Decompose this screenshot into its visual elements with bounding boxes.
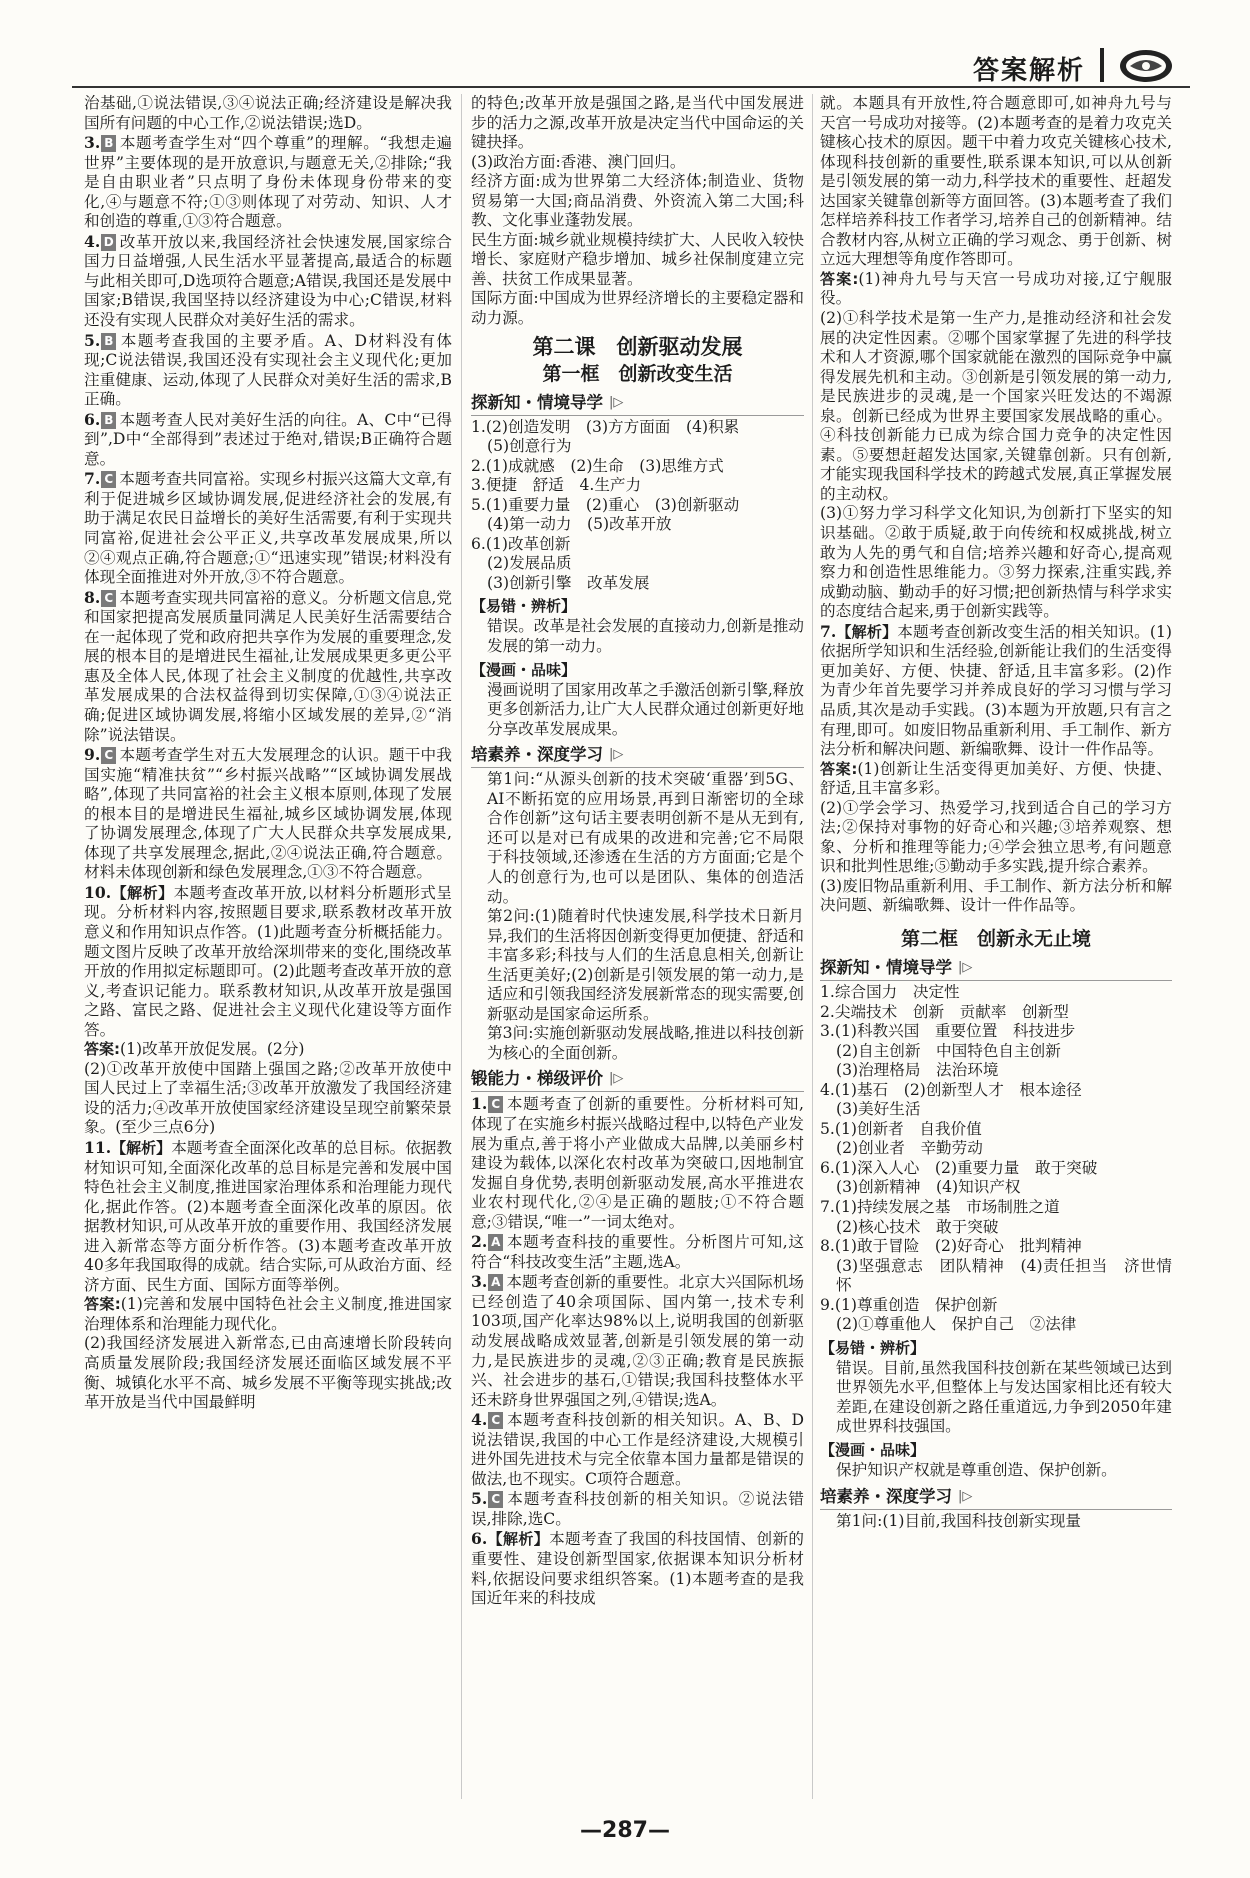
subheading: 【漫画・品味】	[471, 660, 577, 679]
answer-choice-badge: C	[488, 1096, 503, 1113]
column-left	[84, 94, 452, 1413]
answer-choice-badge: B	[101, 135, 116, 152]
list-item: 2.尖端技术 创新 贡献率 创新型	[820, 1002, 1069, 1021]
answer-item-11: 11.【解析】本题考查全面深化改革的总目标。依据教材知识可知,全面深化改革的总目标是完善和发展中国特色社会主义制度,推进国家治理体系和治理能力现代化,据此作答。(2)本题考查全面深化改革的原因。依据教材知识,可从改革开放的重要作用、我国经济发展进入新常态等方面分析作答。(3)本题考查改革开放40多年我国取得的成就。结合实际,可从政治方面、经济方面、民生方面、国际方面等举例。	[84, 1137, 452, 1294]
answer-choice-badge: B	[101, 412, 116, 429]
answer-choice-badge: D	[101, 234, 116, 251]
answer-key: 答案:(1)神舟九号与天宫一号成功对接,辽宁舰服役。	[820, 269, 1173, 308]
list-item: (2)①尊重他人 保护自己 ②法律	[836, 1315, 1077, 1334]
answer-item: 3. B 本题考查学生对“四个尊重”的理解。“我想走遍世界”主要体现的是开放意识,与题意无关,②排除;“我是自由职业者”只点明了身份未体现身份带来的变化,④与题意不符;①③则体现了对劳动、知识、人才和创造的尊重,①③符合题意。	[84, 133, 452, 231]
answer-item: 1. C 本题考查了创新的重要性。分析材料可知,体现了在实施乡村振兴战略过程中,以特色产业发展为重点,善于将小产业做成大品牌,以美丽乡村建设为载体,以深化农村改革为突破口,因地制宜发掘自身优势,表明创新驱动发展,高水平推进农业农村现代化,②④是正确的题肢;①不符合题意;③错误,“唯一”一词太绝对。	[471, 1094, 804, 1231]
paragraph: 第3问:实施创新驱动发展战略,推进以科技创新为核心的全面创新。	[487, 1024, 804, 1062]
paragraph: 就。本题具有开放性,符合题意即可,如神舟九号与天宫一号成功对接等。(2)本题考查的是着力攻克关键核心技术的原因。题干中着力攻克关键核心技术,体现科技创新的重要性,联系课本知识,可以从创新是引领发展的第一动力,科学技术的重要性、赶超发达国家关键靠创新等方面回答。(3)本题考查了我们怎样培养科技工作者学习,培养自己的创新精神。结合教材内容,从树立正确的学习观念、勇于创新、树立远大理想等角度作答即可。	[820, 94, 1172, 269]
subheading: 【易错・辨析】	[820, 1338, 926, 1357]
subheading: 【易错・辨析】	[471, 597, 577, 616]
frame-title: 第二框 创新永无止境	[900, 927, 1091, 950]
list-item: (3)创新引擎 改革发展	[487, 573, 650, 592]
list-item: 5.(1)重要力量 (2)重心 (3)创新驱动	[471, 495, 740, 514]
list-item: (3)美好生活	[836, 1100, 921, 1119]
list-item: 1.(2)创造发明 (3)方方面面 (4)积累	[471, 417, 740, 436]
answer-item: 8. C 本题考查实现共同富裕的意义。分析题文信息,党和国家把提高发展质量同满足人民美好生活需要结合在一起体现了党和政府把共享作为发展的重要理念,发展的根本目的是增进民生福祉,让发展成果更多更公平惠及全体人民,体现了社会主义制度的优越性,共享改革发展成果的合法权益得到切实保障,①③④说法正确;促进区域协调发展,将缩小区域发展的差异,②“消除”说法错误。	[84, 587, 452, 744]
arrow-icon: |▷	[609, 747, 624, 763]
section-heading: 锻能力・梯级评价 |▷	[471, 1067, 804, 1092]
arrow-icon: |▷	[609, 394, 624, 410]
answer-item: 5. B 本题考查我国的主要矛盾。A、D材料没有体现;C说法错误,我国还没有实现社会主义现代化;更加注重健康、运动,体现了人民群众对美好生活的需求,B正确。	[84, 330, 452, 409]
list-item: 5.(1)创新者 自我价值	[820, 1119, 982, 1138]
page-header	[0, 0, 1250, 90]
arrow-icon: |▷	[958, 959, 973, 975]
answer-choice-badge: B	[101, 333, 116, 350]
paragraph: 错误。改革是社会发展的直接动力,创新是推动发展的第一动力。	[487, 617, 804, 656]
answer-key: 答案:(1)完善和发展中国特色社会主义制度,推进国家治理体系和治理能力现代化。	[84, 1295, 453, 1333]
list-item: (4)第一动力 (5)改革开放	[487, 515, 672, 534]
answer-choice-badge: A	[488, 1234, 503, 1251]
section-heading: 培素养・深度学习 |▷	[820, 1485, 1172, 1510]
list-item: 6.(1)改革创新	[471, 534, 571, 553]
section-heading: 探新知・情境导学 |▷	[820, 956, 1172, 981]
answer-item: 9. C 本题考查学生对五大发展理念的认识。题干中我国实施“精准扶贫”“乡村振兴战略”“区域协调发展战略”,体现了共同富裕的社会主义根本原则,体现了发展的根本目的是增进民生福祉,城乡区域协调发展,体现了协调发展理念,体现了广大人民群众共享发展成果,体现了共享发展理念,据此,②④说法正确,符合题意。材料未体现创新和绿色发展理念,①③不符合题意。	[84, 745, 452, 882]
frame-title: 第一框 创新改变生活	[542, 362, 733, 385]
section-heading: 探新知・情境导学 |▷	[471, 391, 804, 416]
answer-item-6: 6.【解析】本题考查了我国的科技国情、创新的重要性、建设创新型国家,依据课本知识分析材料,依据设问要求组织答案。(1)本题考查的是我国近年来的科技成	[471, 1529, 804, 1608]
answer-item: 3. A 本题考查创新的重要性。北京大兴国际机场已经创造了40余项国际、国内第一,技术专利103项,国产化率达98%以上,说明我国的创新驱动发展战略成效显著,创新是引领发展的第一动力,是民族进步的灵魂,②③正确;教育是民族振兴、社会进步的基石,①错误;我国科技整体水平还未跻身世界强国之列,④错误;选A。	[471, 1272, 804, 1409]
list-item: 2.(1)成就感 (2)生命 (3)思维方式	[471, 456, 724, 475]
column-middle	[471, 94, 804, 1609]
list-item: (2)创业者 辛勤劳动	[836, 1139, 983, 1158]
answer-key-line: (2)我国经济发展进入新常态,已由高速增长阶段转向高质量发展阶段;我国经济发展还面临区域发展不平衡、城镇化水平不高、城乡发展不平衡等现实挑战;改革开放是当代中国最鲜明	[84, 1334, 452, 1412]
header-rule	[72, 86, 1190, 88]
arrow-icon: |▷	[958, 1488, 973, 1504]
answer-key-line: (3)废旧物品重新利用、手工制作、新方法分析和解决问题、新编歌舞、设计一件作品等。	[820, 876, 1172, 915]
paragraph: (3)政治方面:香港、澳门回归。	[471, 152, 686, 171]
paragraph: 第1问:“从源头创新的技术突破‘重器’到5G、AI不断拓宽的应用场景,再到日渐密切的全球合作创新”这句话主要表明创新不是从无到有,还可以是对已有成果的改进和完善;它不局限于科技领域,还渗透在生活的方方面面;它是个人的创意行为,也可以是团队、集体的创造活动。	[487, 770, 804, 906]
list-item: 6.(1)深入人心 (2)重要力量 敢于突破	[820, 1158, 1098, 1177]
list-item: 7.(1)持续发展之基 市场制胜之道	[820, 1197, 1060, 1216]
paragraph: 民生方面:城乡就业规模持续扩大、人民收入较快增长、家庭财产稳步增加、城乡社保制度建立完善、扶贫工作成果显著。	[471, 230, 804, 288]
list-item: (2)发展品质	[487, 554, 572, 573]
section-heading: 培素养・深度学习 |▷	[471, 743, 804, 768]
column-divider	[461, 94, 462, 1799]
list-item: 1.综合国力 决定性	[820, 982, 960, 1001]
list-item: 9.(1)尊重创造 保护创新	[820, 1295, 998, 1314]
answer-key-line: (2)①科学技术是第一生产力,是推动经济和社会发展的决定性因素。②哪个国家掌握了先进的科学技术和人才资源,哪个国家就能在激烈的国际竞争中赢得发展先机和主动。③创新是引领发展的第一动力,是民族进步的灵魂,是一个国家兴旺发达的不竭源泉。创新已经成为世界主要国家发展战略的重心。④科技创新能力已成为综合国力竞争的决定性因素。⑤要想赶超发达国家,关键靠创新。只有创新,才能实现我国科学技术的跨越式发展,真正掌握发展的主动权。	[820, 309, 1172, 503]
paragraph: 第1问:(1)目前,我国科技创新实现量	[836, 1511, 1081, 1530]
list-item: 8.(1)敢于冒险 (2)好奇心 批判精神	[820, 1237, 1082, 1256]
header-title: 答案解析	[972, 56, 1085, 86]
paragraph: 第2问:(1)随着时代快速发展,科学技术日新月异,我们的生活将因创新变得更加便捷、舒适和丰富多彩;科技与人们的生活息息相关,创新让生活更美好;(2)创新是引领发展的第一动力,是适应和引领我国经济发展新常态的现实需要,创新驱动是国家命运所系。	[487, 907, 804, 1023]
answer-key: 答案:(1)改革开放促发展。(2分)	[84, 1040, 305, 1059]
answer-choice-badge: C	[101, 471, 116, 488]
list-item: (2)自主创新 中国特色自主创新	[836, 1041, 1061, 1060]
column-right	[820, 94, 1172, 1531]
answer-key-line: (2)①改革开放使中国踏上强国之路;②改革开放使中国人民过上了幸福生活;③改革开放激发了我国经济建设的活力;④改革开放使国家经济建设呈现空前繁荣景象。(至少三点6分)	[84, 1059, 452, 1137]
header-divider	[1100, 48, 1104, 82]
list-item: (3)创新精神 (4)知识产权	[836, 1178, 1021, 1197]
list-item: (5)创意行为	[487, 437, 572, 456]
answer-key-line: (3)①努力学习科学文化知识,为创新打下坚实的知识基础。②敢于质疑,敢于向传统和权威挑战,树立敢为人先的勇气和自信;培养兴趣和好奇心,提高观察力和创造性思维能力。③努力探索,注重实践,养成勤动脑、勤动手的好习惯;把创新热情与科学求实的态度结合起来,勇于创新实践等。	[820, 504, 1172, 621]
answer-choice-badge: C	[488, 1491, 503, 1508]
list-item: (3)治理格局 法治环境	[836, 1061, 999, 1080]
answer-item: 7. C 本题考查共同富裕。实现乡村振兴这篇大文章,有利于促进城乡区域协调发展,促进经济社会的发展,有助于满足农民日益增长的美好生活需要,有利于实现共同富裕,促进社会公平正义,共享改革发展成果,所以②④观点正确,符合题意;①“迅速实现”错误;材料没有体现全面推进对外开放,③不符合题意。	[84, 469, 452, 587]
list-item: (2)核心技术 敢于突破	[836, 1217, 999, 1236]
paragraph: 国际方面:中国成为世界经济增长的主要稳定器和动力源。	[471, 289, 804, 328]
list-item: 4.(1)基石 (2)创新型人才 根本途径	[820, 1080, 1082, 1099]
paragraph: 错误。目前,虽然我国科技创新在某些领域已达到世界领先水平,但整体上与发达国家相比还有较大差距,在建设创新之路任重道远,力争到2050年建成世界科技强国。	[836, 1358, 1172, 1436]
list-item: (3)坚强意志 团队精神 (4)责任担当 济世情怀	[836, 1256, 1172, 1295]
answer-item-10: 10.【解析】本题考查改革开放,以材料分析题形式呈现。分析材料内容,按照题目要求,联系教材改革开放意义和作用知识点作答。(1)此题考查分析概括能力。题文图片反映了改革开放给深圳带来的变化,围绕改革开放的作用拟定标题即可。(2)此题考查改革开放的意义,考查识记能力。联系教材知识,从改革开放是强国之路、富民之路、促进社会主义现代化建设等方面作答。	[84, 882, 452, 1039]
answer-choice-badge: C	[101, 747, 116, 764]
arrow-icon: |▷	[609, 1071, 624, 1087]
list-item: 3.便捷 舒适 4.生产力	[471, 476, 642, 495]
answer-choice-badge: A	[488, 1274, 503, 1291]
answer-key: 答案:(1)创新让生活变得更加美好、方便、快捷、舒适,且丰富多彩。	[820, 759, 1173, 798]
column-divider	[812, 94, 813, 1799]
subheading: 【漫画・品味】	[820, 1441, 926, 1459]
answer-choice-badge: C	[101, 590, 116, 607]
answer-item: 5. C 本题考查科技创新的相关知识。②说法错误,排除,选C。	[471, 1489, 804, 1528]
answer-item: 2. A 本题考查科技的重要性。分析图片可知,这符合“科技改变生活”主题,选A。	[471, 1232, 804, 1271]
list-item: 3.(1)科教兴国 重要位置 科技进步	[820, 1022, 1076, 1041]
answer-item: 4. D 改革开放以来,我国经济社会快速发展,国家综合国力日益增强,人民生活水平显著提高,最适合的标题与此相关即可,D选项符合题意;A错误,我国还是发展中国家;B错误,我国坚持以经济建设为中心;C错误,材料还没有实现人民群众对美好生活的需求。	[84, 231, 452, 330]
paragraph: 的特色;改革开放是强国之路,是当代中国发展进步的活力之源,改革开放是决定当代中国命运的关键抉择。	[471, 94, 804, 152]
answer-choice-badge: C	[488, 1412, 503, 1429]
lesson-title: 第二课 创新驱动发展	[532, 334, 743, 359]
swirl-logo-icon	[1118, 48, 1174, 84]
paragraph: 保护知识产权就是尊重创造、保护创新。	[836, 1461, 1117, 1479]
answer-item-7: 7.【解析】本题考查创新改变生活的相关知识。(1)依据所学知识和生活经验,创新能让我们的生活变得更加美好、方便、快捷、舒适,且丰富多彩。(2)作为青少年首先要学习并养成良好的学习习惯与学习品质,其次是动手实践。(3)本题为开放题,只有言之有理,即可。如废旧物品重新利用、手工制作、新方法分析和解决问题、新编歌舞、设计一件作品等。	[820, 621, 1172, 759]
paragraph: 治基础,①说法错误,③④说法正确;经济建设是解决我国所有问题的中心工作,②说法错误;选D。	[84, 94, 452, 132]
paragraph: 经济方面:成为世界第二大经济体;制造业、货物贸易第一大国;商品消费、外资流入第二大国;科教、文化事业蓬勃发展。	[471, 172, 804, 230]
answer-key-line: (2)①学会学习、热爱学习,找到适合自己的学习方法;②保持对事物的好奇心和兴趣;③培养观察、想象、分析和推理等能力;④学会独立思考,有问题意识和批判性思维;⑤勤动手多实践,提升综合素养。	[820, 798, 1172, 876]
answer-item: 4. C 本题考查科技创新的相关知识。A、B、D说法错误,我国的中心工作是经济建设,大规模引进外国先进技术与完全依靠本国力量都是错误的做法,也不现实。C项符合题意。	[471, 1410, 804, 1488]
page-number: —287—	[580, 1818, 670, 1843]
paragraph: 漫画说明了国家用改革之手激活创新引擎,释放更多创新活力,让广大人民群众通过创新更好地分享改革发展成果。	[487, 680, 804, 738]
answer-item: 6. B 本题考查人民对美好生活的向往。A、C中“已得到”,D中“全部得到”表述过于绝对,错误;B正确符合题意。	[84, 409, 452, 468]
